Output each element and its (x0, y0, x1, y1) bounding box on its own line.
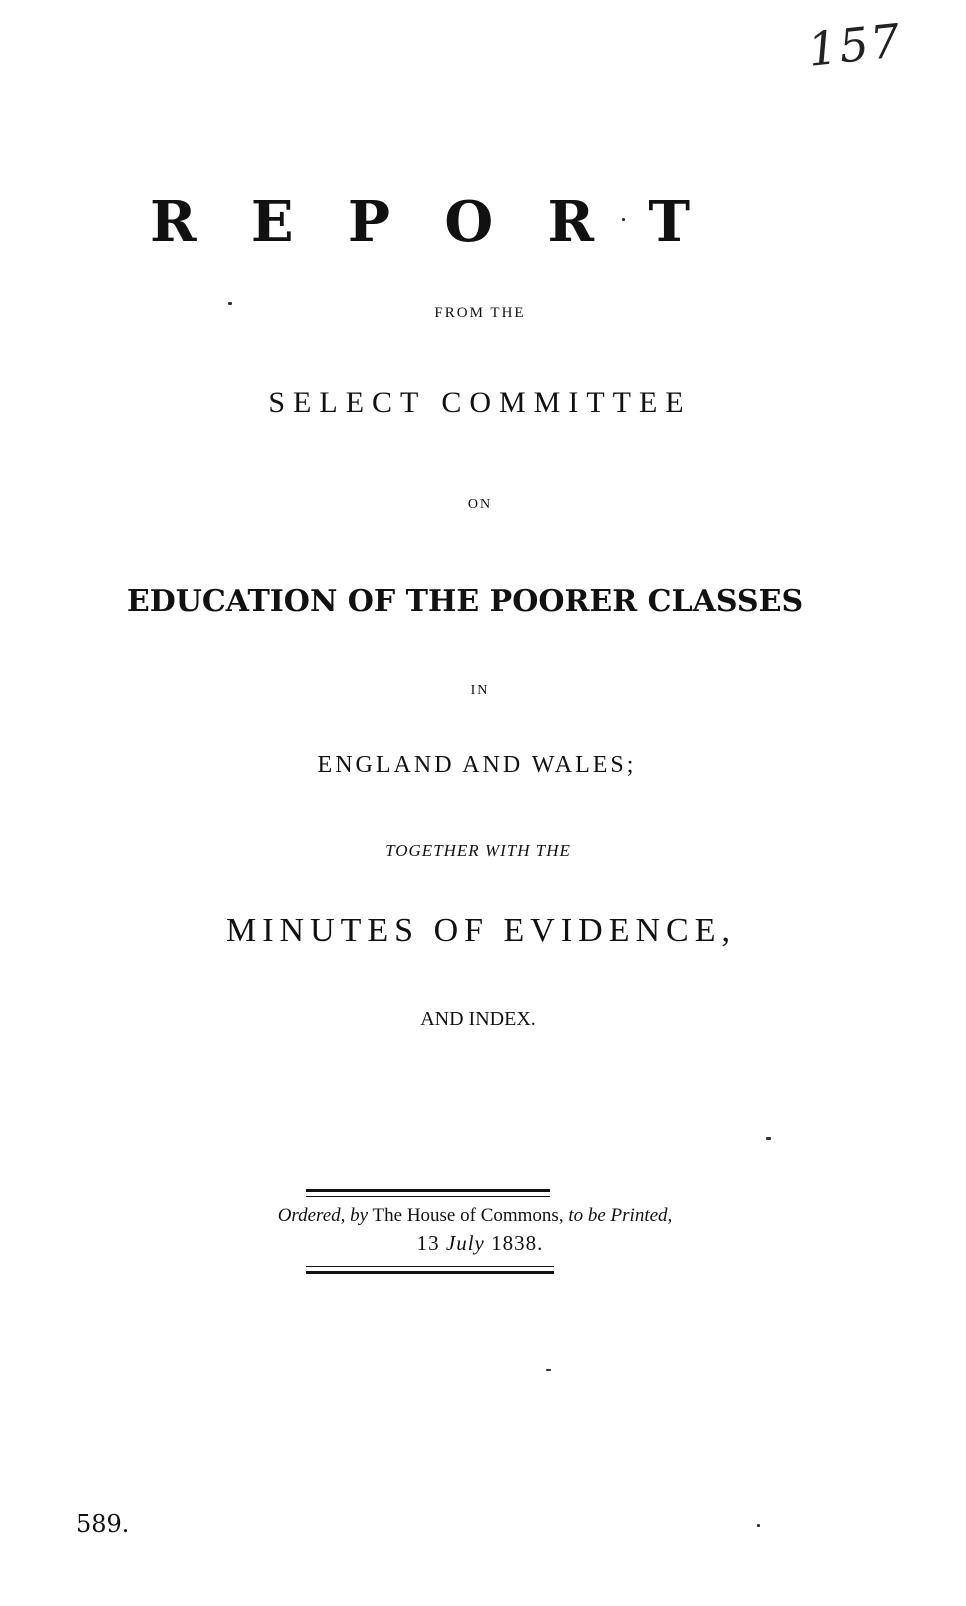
report-title (150, 189, 690, 255)
in-text: IN (470, 683, 490, 698)
divider-rule (306, 1271, 554, 1274)
divider-rule (306, 1266, 554, 1267)
date-year: 1838. (491, 1231, 544, 1255)
divider-rule (306, 1196, 550, 1197)
title-letter: E (250, 189, 294, 255)
on-text: ON (467, 497, 493, 512)
date-day: 13 (416, 1231, 440, 1255)
divider-rule (306, 1189, 550, 1192)
page-number: 589. (76, 1510, 130, 1538)
and-index-text: AND INDEX. (420, 1008, 536, 1030)
ink-speck (546, 1369, 551, 1371)
minutes-heading: MINUTES OF EVIDENCE, (225, 912, 737, 949)
ink-speck (622, 218, 625, 221)
date-month: July (445, 1231, 485, 1255)
region-heading: ENGLAND AND WALES; (317, 752, 637, 778)
title-letter: P (347, 189, 390, 255)
ordered-word: Ordered, (277, 1205, 346, 1226)
by-word: by (350, 1205, 369, 1226)
ink-speck (228, 302, 232, 305)
title-letter: T (648, 189, 690, 255)
ink-speck (757, 1524, 760, 1527)
handwritten-folio-note: 157 (805, 13, 905, 77)
print-date (0, 1231, 963, 1256)
subject-heading: EDUCATION OF THE POORER CLASSES (126, 584, 804, 619)
select-committee-heading: SELECT COMMITTEE (268, 386, 692, 419)
house-of-commons-text: The House of Commons, (372, 1205, 564, 1226)
together-with-text: TOGETHER WITH THE (385, 841, 571, 860)
title-letter: O (444, 189, 494, 255)
ink-speck (766, 1137, 771, 1140)
ordered-printed-line (0, 1205, 958, 1227)
from-the-text: FROM THE (434, 305, 526, 321)
title-letter: R (150, 189, 197, 255)
title-letter: R (547, 189, 594, 255)
to-be-printed-text: to be Printed, (568, 1205, 673, 1226)
